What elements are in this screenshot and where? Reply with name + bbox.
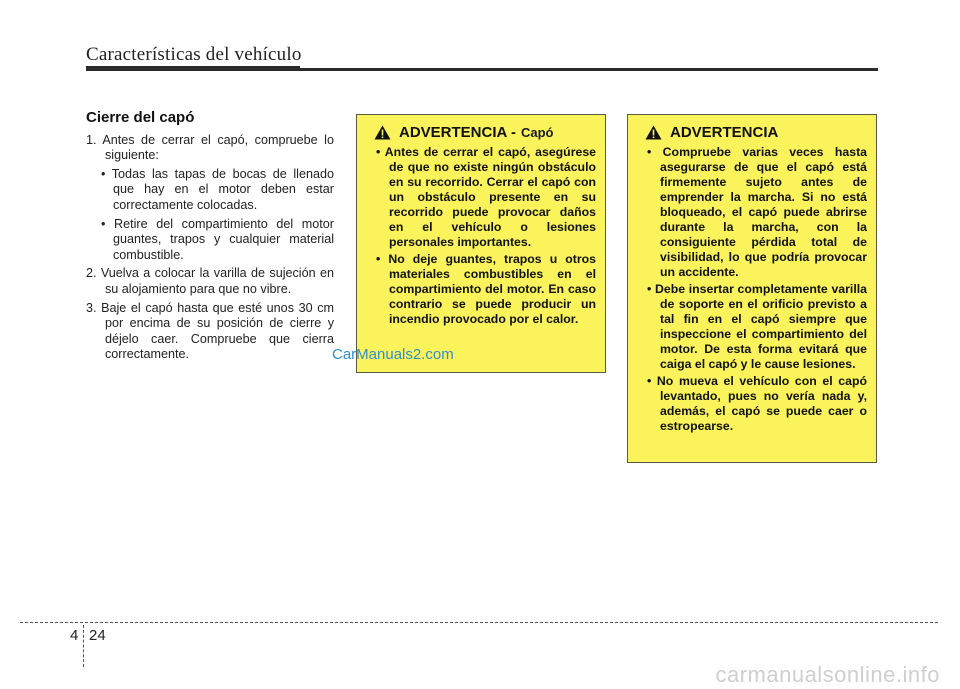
warning-triangle-icon [645,125,662,140]
warning-box-hood [356,114,606,373]
step-1-bullet-1: • Todas las tapas de bocas de llenado que hay en el motor deben estar correctamente colocadas. [101,166,334,212]
chapter-title: Características del vehículo [86,44,302,65]
step-1-bullet-2: • Retire del compartimiento del motor guantes, trapos y cualquier material combustible. [101,216,334,262]
step-2: 2. Vuelva a colocar la varilla de sujeción en su alojamiento para que no vibre. [86,266,334,296]
footer-rule [20,622,938,623]
warning-header [638,124,867,141]
warning-triangle-icon [374,125,391,140]
step-3: 3. Baje el capó hasta que esté unos 30 cm por encima de su posición de cierre y déjelo caer. Compruebe que cierra correctamente. [86,300,334,362]
warning-header [367,124,596,141]
warning-subtitle: Capó [520,125,554,140]
watermark-link[interactable]: CarManuals2.com [332,346,454,363]
warning-title: ADVERTENCIA - [399,124,516,141]
header-rule [86,68,878,71]
warning-item: • Debe insertar completamente varilla de soporte en el orificio previsto a tal fin en el capó siempre que inspeccione el compartimiento del motor. De esta forma evitará que caiga el capó y le cause lesiones. [647,282,867,371]
page-number: 24 [89,627,106,644]
section-title: Cierre del capó [86,109,195,126]
warning-item: • Antes de cerrar el capó, asegúrese de que no existe ningún obstáculo en su recorrido. Cerrar el capó con un obstáculo presente en su recorrido puede provocar daños en el vehículo o lesiones personales importantes. [376,145,596,249]
hood-closing-section [86,110,334,366]
step-1: 1. Antes de cerrar el capó, compruebe lo siguiente: [86,132,334,163]
warning-item: • No mueva el vehículo con el capó levantado, pues no vería nada y, además, el capó se puede caer o estropearse. [647,374,867,433]
site-watermark: carmanualsonline.info [715,662,940,687]
warning-item: • No deje guantes, trapos u otros materiales combustibles en el compartimiento del motor. En caso contrario se puede producir un incendio provocado por el calor. [376,252,596,326]
footer-divider [83,625,84,667]
warning-item: • Compruebe varias veces hasta asegurarse de que el capó está firmemente sujeto antes de emprender la marcha. Si no está bloqueado, el capó puede abrirse durante la marcha, con la consiguiente pérdida total de visibilidad, lo que podría provocar un accidente. [647,145,867,279]
warning-title: ADVERTENCIA [670,124,779,141]
chapter-number: 4 [70,627,79,644]
warning-box-general [627,114,877,463]
